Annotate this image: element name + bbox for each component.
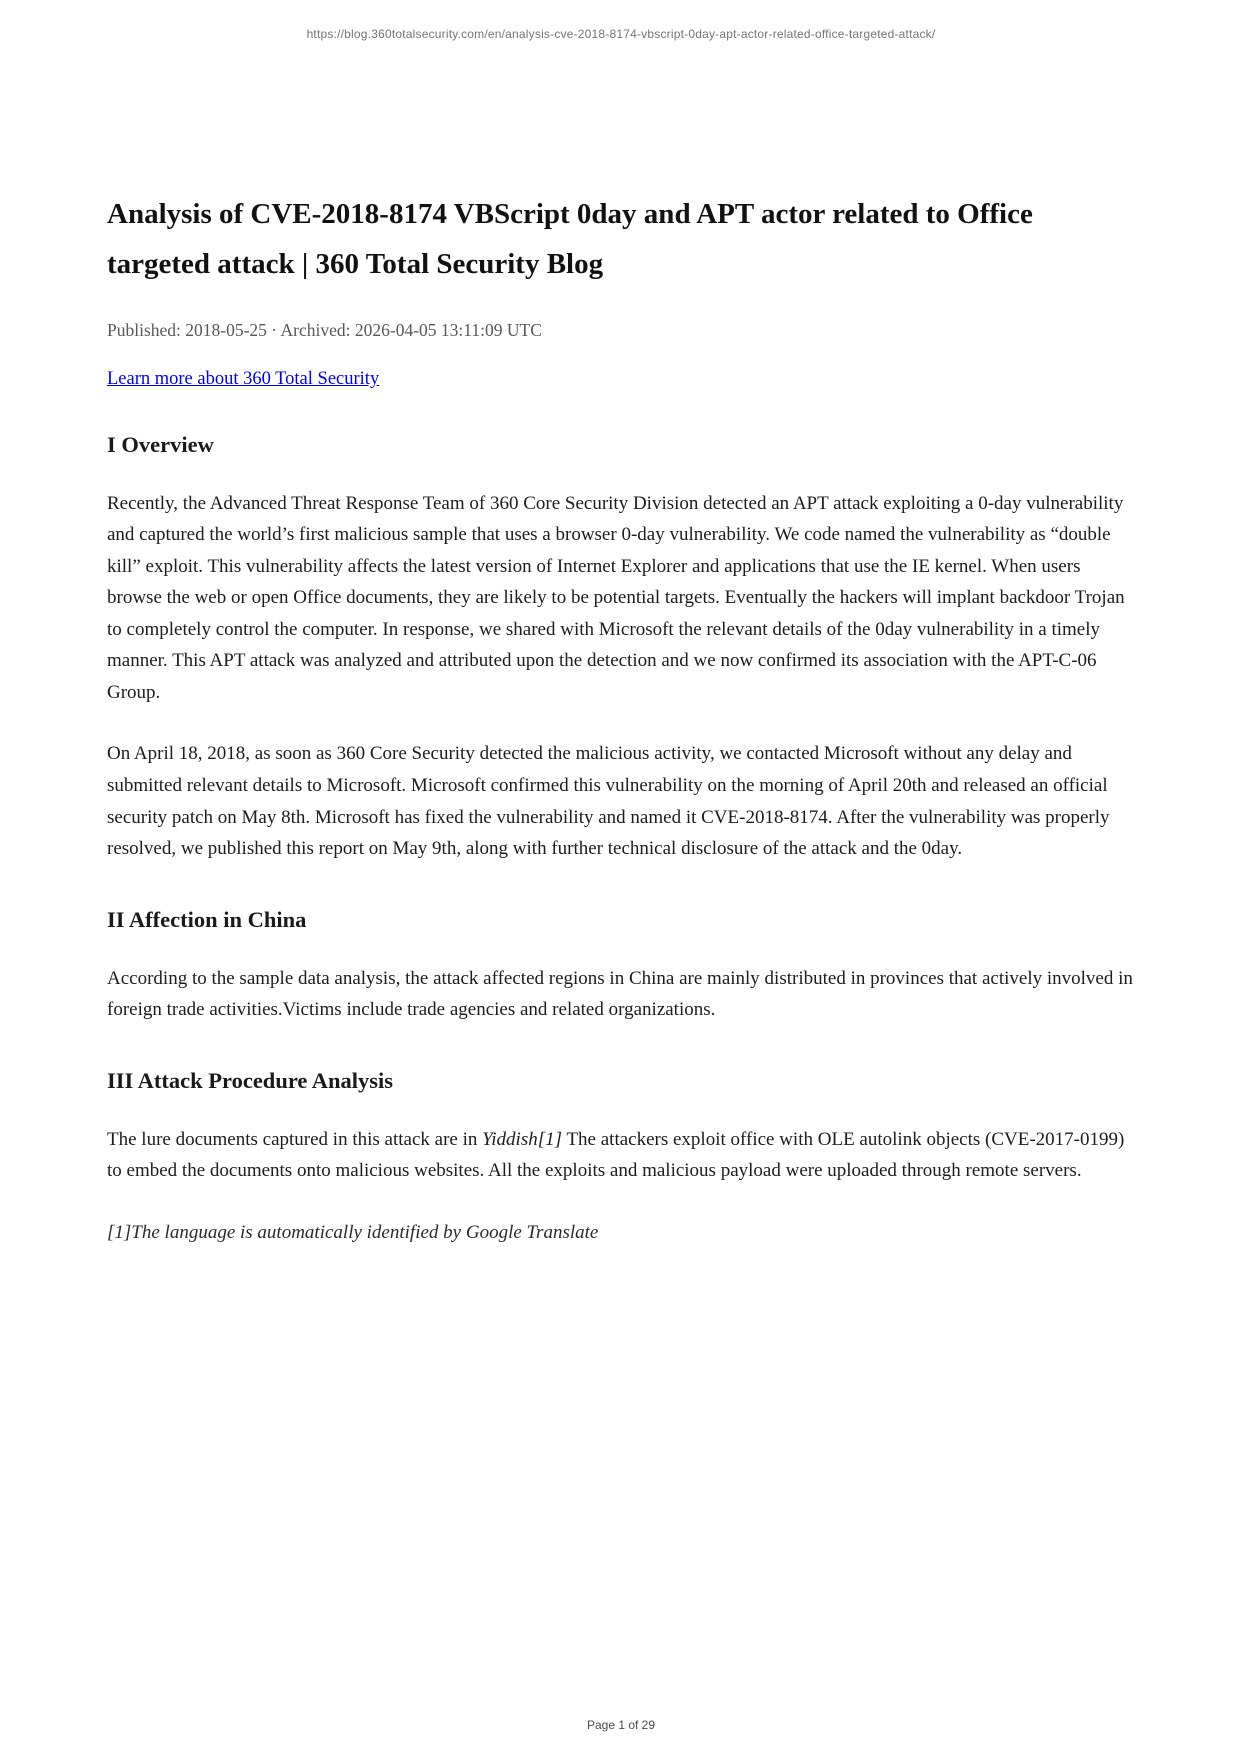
section-heading-overview: I Overview: [107, 431, 214, 457]
lure-paragraph-text-before: The lure documents captured in this attack are in: [107, 1128, 483, 1150]
learn-more-link[interactable]: Learn more about 360 Total Security: [107, 368, 380, 389]
published-archived-meta: Published: 2018-05-25 · Archived: 2026-04-05 13:11:09 UTC: [107, 319, 542, 340]
lure-paragraph-text-after: The attackers exploit office with OLE autolink objects (CVE-2017-0199) to embed the documents onto malicious websites. All the exploits and malicious payload were uploaded through remote servers.: [107, 1128, 1125, 1182]
translation-footnote: [1]The language is automatically identified by Google Translate: [107, 1221, 599, 1243]
lure-paragraph-italic-yiddish: Yiddish[1]: [482, 1128, 563, 1150]
article-content: [107, 0, 1139, 1248]
section-heading-attack-procedure-analysis: III Attack Procedure Analysis: [107, 1067, 394, 1093]
page-title: Analysis of CVE-2018-8174 VBScript 0day and APT actor related to Office targeted attack | 360 Total Security Blog: [107, 198, 1033, 280]
affection-paragraph: According to the sample data analysis, the attack affected regions in China are mainly distributed in provinces that actively involved in foreign trade activities.Victims include trade agencies and related organizations.: [107, 967, 1133, 1021]
lure-documents-paragraph: [107, 1124, 1139, 1187]
overview-paragraph-2: On April 18, 2018, as soon as 360 Core Security detected the malicious activity, we contacted Microsoft without any delay and submitted relevant details to Microsoft. Microsoft confirmed this vulnerability on the morning of April 20th and released an official security patch on May 8th. Microsoft has fixed the vulnerability and named it CVE-2018-8174. After the vulnerability was properly resolved, we published this report on May 9th, along with further technical disclosure of the attack and the 0day.: [107, 743, 1110, 860]
source-url-header: https://blog.360totalsecurity.com/en/analysis-cve-2018-8174-vbscript-0day-apt-actor-related-office-targeted-attack/: [306, 27, 936, 41]
section-heading-affection-in-china: II Affection in China: [107, 906, 307, 932]
page-number-footer: Page 1 of 29: [586, 1718, 656, 1732]
overview-paragraph-1: Recently, the Advanced Threat Response Team of 360 Core Security Division detected an APT attack exploiting a 0-day vulnerability and captured the world’s first malicious sample that uses a browser 0-day vulnerability. We code named the vulnerability as “double kill” exploit. This vulnerability affects the latest version of Internet Explorer and applications that use the IE kernel. When users browse the web or open Office documents, they are likely to be potential targets. Eventually the hackers will implant backdoor Trojan to completely control the computer. In response, we shared with Microsoft the relevant details of the 0day vulnerability in a timely manner. This APT attack was analyzed and attributed upon the detection and we now confirmed its association with the APT-C-06 Group.: [107, 492, 1125, 703]
